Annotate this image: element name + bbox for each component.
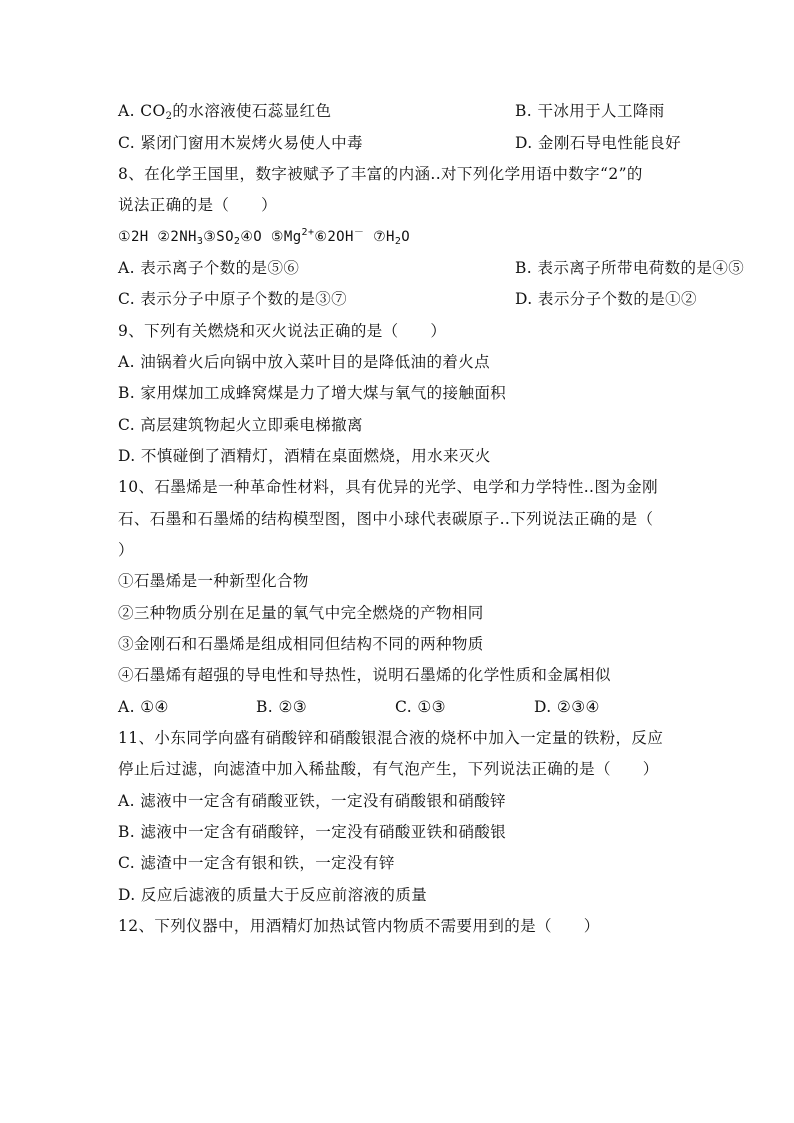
q8-option-b: B. 表示离子所带电荷数的是④⑤ [515, 259, 745, 277]
q11-option-a: A. 滤液中一定含有硝酸亚铁，一定没有硝酸银和硝酸锌 [118, 792, 506, 810]
q8-options-row-2 [118, 286, 697, 312]
q10-stem-line-3: ） [118, 541, 134, 559]
q11-stem-line-2: 停止后过滤，向滤渣中加入稀盐酸，有气泡产生，下列说法正确的是（ ） [118, 760, 659, 778]
q7-options-row-1 [118, 98, 665, 124]
q10-option-d: D. ②③④ [534, 698, 600, 716]
q10-statement-4: ④石墨烯有超强的导电性和导热性，说明石墨烯的化学性质和金属相似 [118, 666, 611, 684]
q9-option-d: D. 不慎碰倒了酒精灯，酒精在桌面燃烧，用水来灭火 [118, 447, 491, 465]
q11-option-d: D. 反应后滤液的质量大于反应前溶液的质量 [118, 886, 428, 904]
q7-option-b: B. 干冰用于人工降雨 [515, 102, 665, 120]
q9-stem: 9、下列有关燃烧和灭火说法正确的是（ ） [118, 322, 447, 340]
q10-stem-line-1: 10、石墨烯是一种革命性材料，具有优异的光学、电学和力学特性..图为金刚 [118, 478, 658, 496]
q10-statement-1: ①石墨烯是一种新型化合物 [118, 572, 309, 590]
q10-statement-3: ③金刚石和石墨烯是组成相同但结构不同的两种物质 [118, 635, 484, 653]
q7-options-row-2 [118, 130, 682, 156]
q9-option-a: A. 油锅着火后向锅中放入菜叶目的是降低油的着火点 [118, 353, 491, 371]
q10-stem-line-2: 石、石墨和石墨烯的结构模型图，图中小球代表碳原子..下列说法正确的是（ [118, 510, 654, 528]
q8-chemical-symbols: ①2H $②2NH_3③SO_2④O$ $⑤Mg^{2+}⑥2OH^-$ $⑦H_2O$ [118, 227, 411, 247]
q10-options-row [118, 694, 678, 720]
q8-option-a: A. 表示离子个数的是⑤⑥ [118, 259, 300, 277]
q8-option-c: C. 表示分子中原子个数的是③⑦ [118, 290, 348, 308]
q11-stem-line-1: 11、小东同学向盛有硝酸锌和硝酸银混合液的烧杯中加入一定量的铁粉，反应 [118, 729, 664, 747]
q8-stem-line-2: 说法正确的是（ ） [118, 196, 278, 214]
q10-statement-2: ②三种物质分别在足量的氧气中完全燃烧的产物相同 [118, 604, 484, 622]
q11-option-b: B. 滤液中一定含有硝酸锌，一定没有硝酸亚铁和硝酸银 [118, 823, 507, 841]
q8-stem-line-1: 8、在化学王国里，数字被赋予了丰富的内涵..对下列化学用语中数字“2”的 [118, 165, 643, 183]
q8-option-d: D. 表示分子个数的是①② [515, 290, 697, 308]
q12-stem: 12、下列仪器中，用酒精灯加热试管内物质不需要用到的是（ ） [118, 917, 600, 935]
q7-option-a: A. $CO_2$的水溶液使石蕊显红色 [118, 102, 332, 122]
q10-option-b: B. ②③ [256, 698, 308, 716]
q9-option-c: C. 高层建筑物起火立即乘电梯撤离 [118, 416, 363, 434]
q7-option-d: D. 金刚石导电性能良好 [515, 134, 682, 152]
q10-option-c: C. ①③ [395, 698, 446, 716]
q7-option-c: C. 紧闭门窗用木炭烤火易使人中毒 [118, 134, 363, 152]
q8-options-row-1 [118, 255, 745, 281]
q11-option-c: C. 滤渣中一定含有银和铁，一定没有锌 [118, 854, 395, 872]
q10-option-a: A. ①④ [118, 698, 169, 716]
q9-option-b: B. 家用煤加工成蜂窝煤是力了增大煤与氧气的接触面积 [118, 384, 507, 402]
